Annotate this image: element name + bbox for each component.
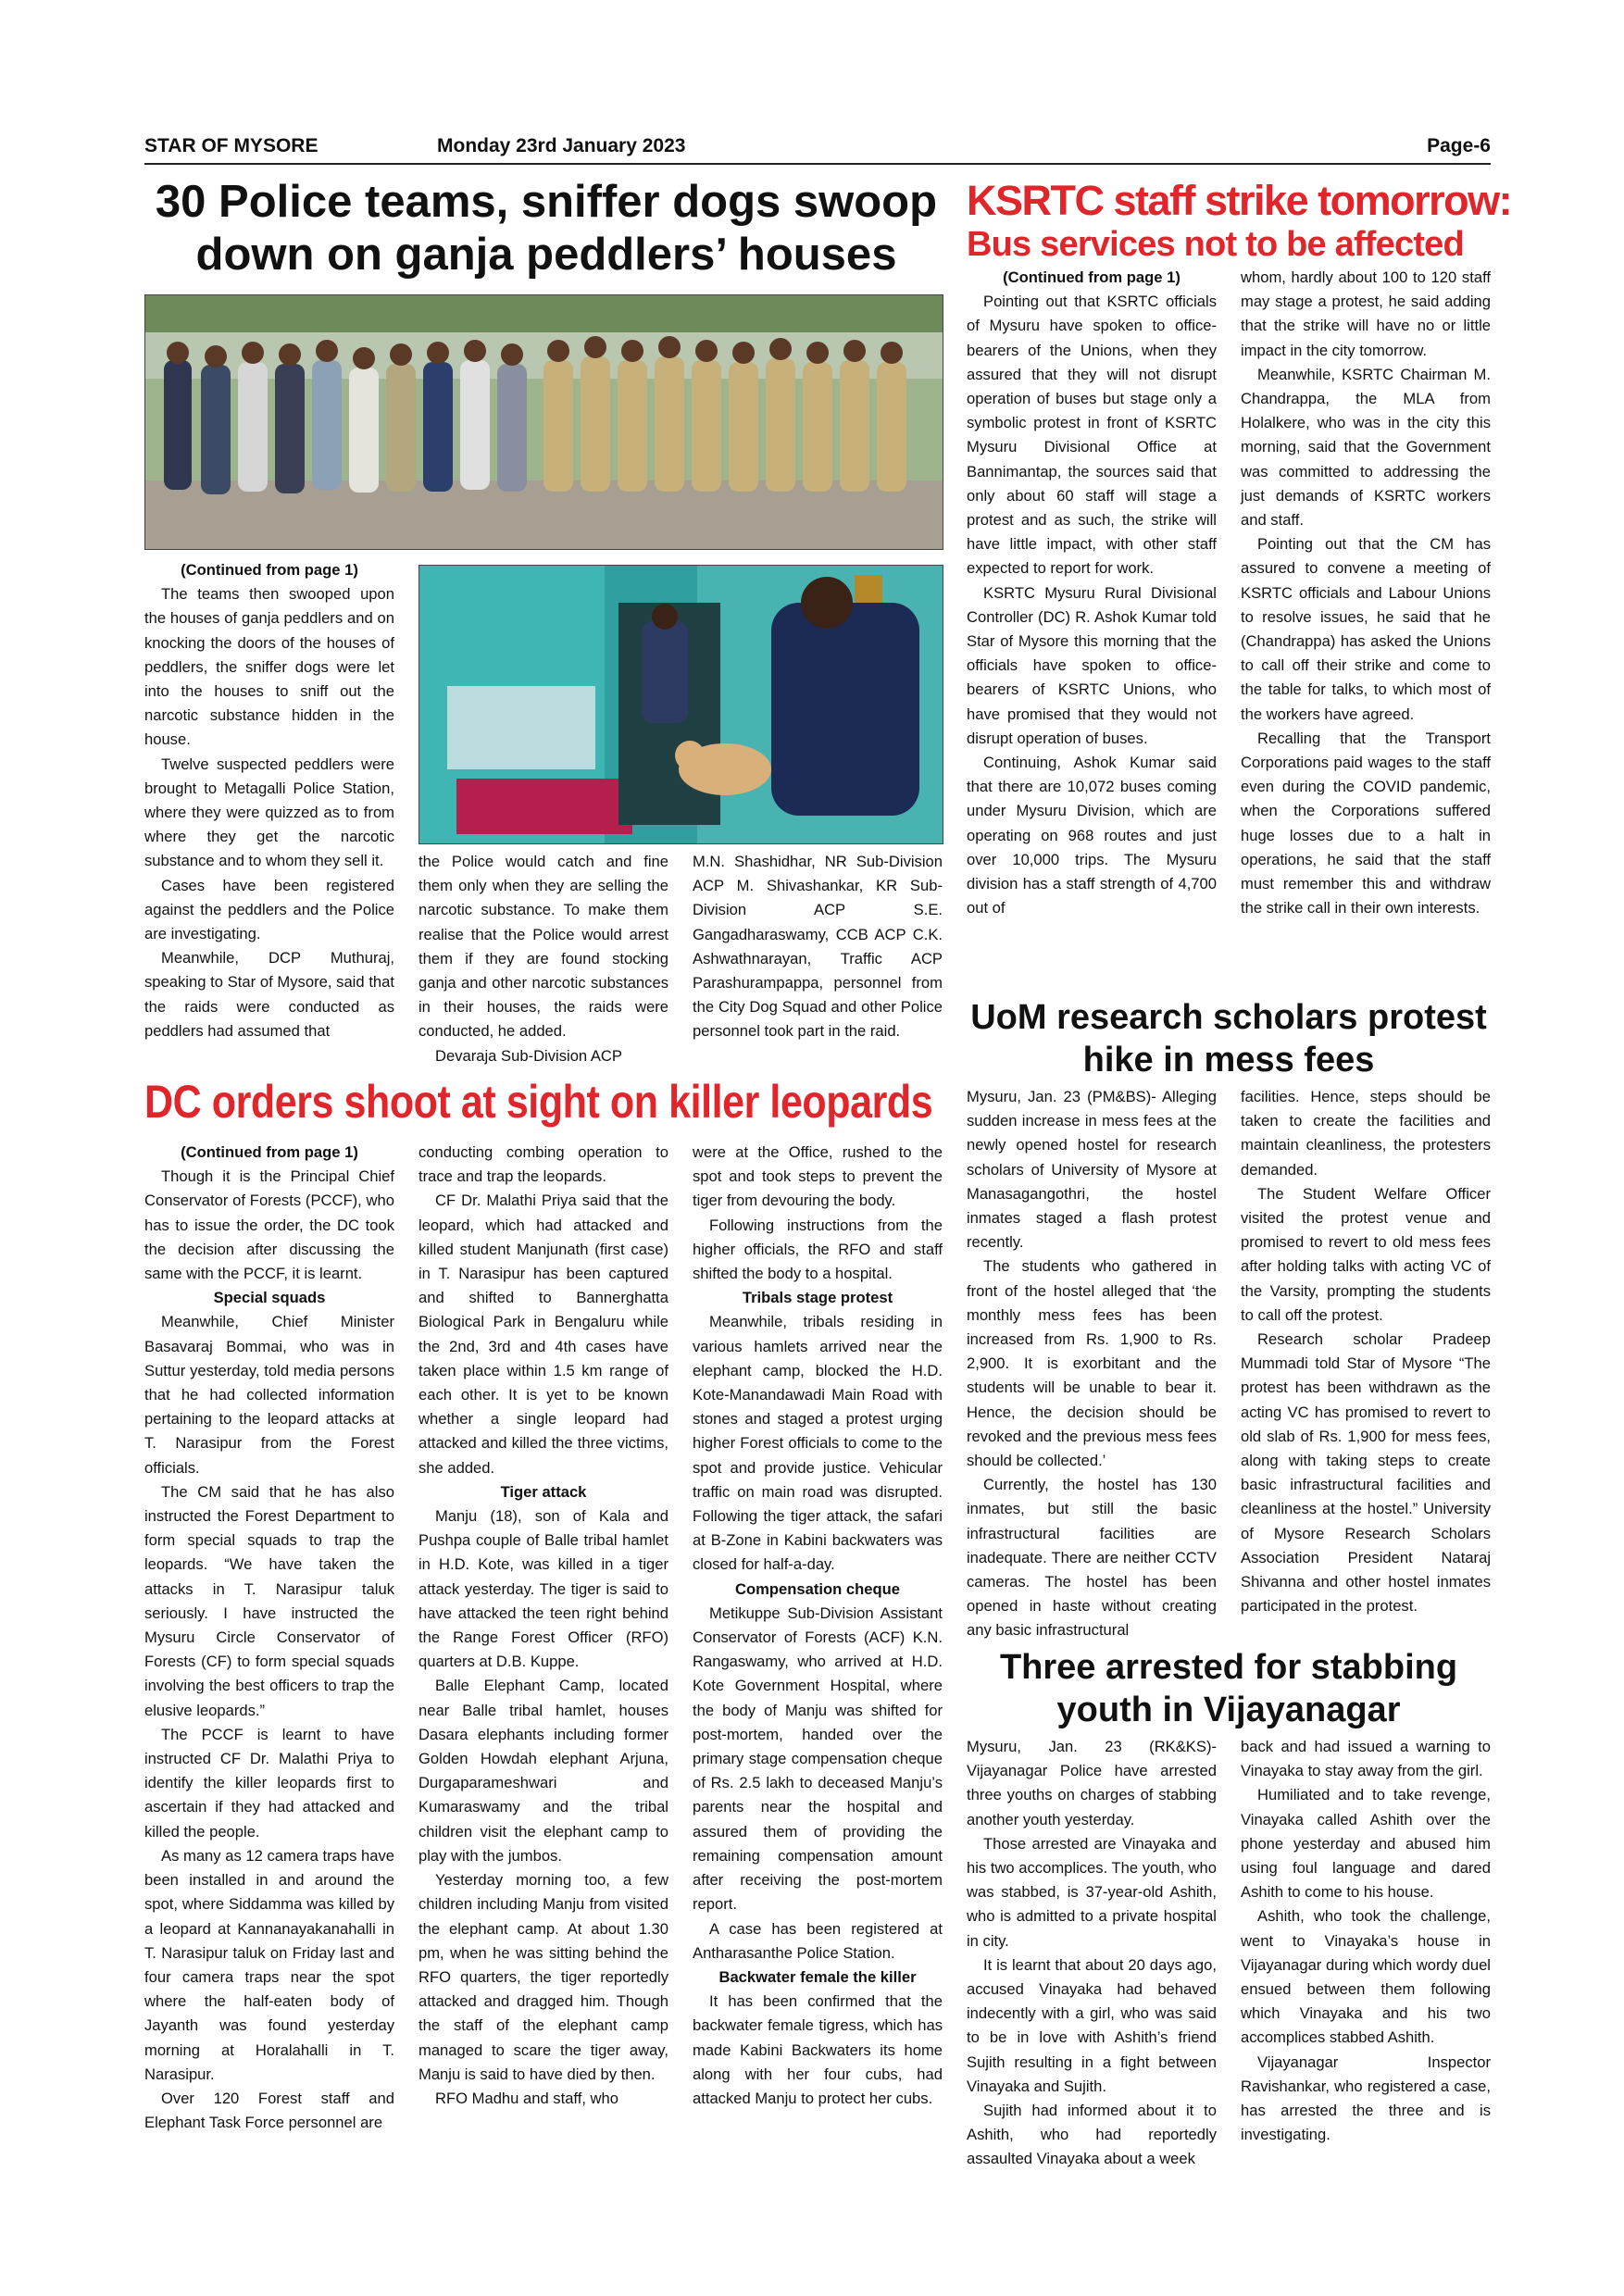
ksrtc-headline-line1: KSRTC staff strike tomorrow: [967, 177, 1512, 224]
paragraph: Mysuru, Jan. 23 (PM&BS)- Alleging sudden increase in mess fees at the newly opened hostel for research scholars of University of Mysore at Manasagangothri, the hostel inmates staged a flash protest recently. [967, 1088, 1217, 1252]
continued-note: (Continued from page 1) [181, 561, 358, 579]
paragraph: Balle Elephant Camp, located near Balle tribal hamlet, houses Dasara elephants including former Golden Howdah elephant Arjuna, Durgaparameshwari and Kumaraswamy and the tribal children visit the elephant camp to play with the jumbos. [418, 1677, 668, 1865]
paragraph: Metikuppe Sub-Division Assistant Conservator of Forests (ACF) K.N. Rangaswamy, who arrived at H.D. Kote Government Hospital, where the body of Manju was shifted for post-mortem, handed over the primary stage compensation cheque of Rs. 2.5 lakh to deceased Manju’s parents near the hospital and assured them of providing the remaining compensation amount after receiving the post-mortem report. [693, 1603, 943, 1914]
subheading: Tiger attack [500, 1482, 587, 1501]
paragraph: The students who gathered in front of the hostel alleged that ‘the monthly mess fees has been increased from Rs. 1,900 to Rs. 2,900. It is exorbitant and the students will be unable to bear it. Hence, the decision should be revoked and the previous mess fees should be collected.’ [967, 1257, 1217, 1470]
paragraph: Meanwhile, Chief Minister Basavaraj Bommai, who was in Suttur yesterday, told media persons that he had collected information pertaining to the leopard attacks at T. Narasipur from the Forest officials. [144, 1313, 394, 1477]
paragraph: CF Dr. Malathi Priya said that the leopard, which had attacked and killed student Manjunath (first case) in T. Narasipur has been captured and shifted to Bannerghatta Biological Park in Bengaluru while the 2nd, 3rd and 4th cases have taken place within 1.5 km range of each other. It is yet to be known whether a single leopard had attacked and killed the three victims, she added. [418, 1192, 668, 1477]
uom-headline-line1: UoM research scholars protest [970, 998, 1487, 1037]
subheading: Compensation cheque [735, 1579, 900, 1598]
paragraph: Meanwhile, tribals residing in various hamlets arrived near the elephant camp, blocked the H.D. Kote-Manandawadi Main Road with stones and staged a protest urging higher Forest officials to come to the spot and provide justice. Vehicular traffic on main road was disrupted. Following the tiger attack, the safari at B-Zone in Kabini backwaters was closed for half-a-day. [693, 1313, 943, 1574]
uom-col-1 [967, 1085, 1217, 1643]
paragraph: Cases have been registered against the peddlers and the Police are investigating. [144, 876, 394, 943]
paragraph: the Police would catch and fine them only when they are selling the narcotic substance. To make them realise that the Police would arrest them if they are found stocking ganja and other narcotic substances in their houses, the raids were conducted, he added. [418, 853, 668, 1041]
stabbing-col-2 [1241, 1735, 1491, 2147]
paragraph: Recalling that the Transport Corporations paid wages to the staff even during the COVID pandemic, when the Corporations suffered huge losses due to a halt in operations, he said that the staff must remember this and withdraw the strike call in their own interests. [1241, 729, 1491, 917]
paragraph: facilities. Hence, steps should be taken to create the facilities and maintain cleanliness, the protesters demanded. [1241, 1088, 1491, 1179]
paragraph: Sujith had informed about it to Ashith, who had reportedly assaulted Vinayaka about a week [967, 2102, 1217, 2168]
paragraph: M.N. Shashidhar, NR Sub-Division ACP M. Shivashankar, KR Sub-Division ACP S.E. Gangadharaswamy, CCB ACP C.K. Ashwathnarayan, Traffic ACP Parashurampappa, personnel from the City Dog Squad and other Police personnel took part in the raid. [693, 853, 943, 1041]
stabbing-col-1 [967, 1735, 1217, 2172]
paragraph: The teams then swooped upon the houses of ganja peddlers and on knocking the doors of the houses of peddlers, the sniffer dogs were let into the houses to sniff out the narcotic substance hidden in the house. [144, 585, 394, 749]
paragraph: Meanwhile, DCP Muthuraj, speaking to Star of Mysore, said that the raids were conducted as peddlers had assumed that [144, 949, 394, 1040]
paragraph: RFO Madhu and staff, who [435, 2089, 618, 2107]
paragraph: The Student Welfare Officer visited the protest venue and promised to revert to old mess fees after holding talks with acting VC of the Varsity, prompting the students to call off the protest. [1241, 1184, 1491, 1324]
page-number: Page-6 [1427, 135, 1491, 156]
paragraph: Yesterday morning too, a few children including Manju from visited the elephant camp. At about 1.30 pm, when he was sitting behind the RFO quarters, the tiger reportedly attacked and dragged him. Though the staff of the elephant camp managed to scare the tiger away, Manju is said to have died by then. [418, 1871, 668, 2083]
stabbing-headline-line1: Three arrested for stabbing [999, 1648, 1458, 1687]
paragraph: Twelve suspected peddlers were brought to Metagalli Police Station, where they were quizzed as to from where they get the narcotic substance and to whom they sell it. [144, 755, 394, 870]
paragraph: were at the Office, rushed to the spot and took steps to prevent the tiger from devouring the body. [693, 1143, 943, 1210]
paragraph: Manju (18), son of Kala and Pushpa couple of Balle tribal hamlet in H.D. Kote, was killed in a tiger attack yesterday. The tiger is said to have attacked the teen right behind the Range Forest Officer (RFO) quarters at D.B. Kuppe. [418, 1507, 668, 1671]
police-headline-line2: down on ganja peddlers’ houses [195, 229, 897, 280]
paragraph: whom, hardly about 100 to 120 staff may stage a protest, he said adding that the strike will have no or little impact in the city tomorrow. [1241, 268, 1491, 359]
continued-note: (Continued from page 1) [1003, 268, 1181, 286]
paragraph: Vijayanagar Inspector Ravishankar, who registered a case, has arrested the three and is investigating. [1241, 2053, 1491, 2144]
paragraph: Following instructions from the higher officials, the RFO and staff shifted the body to a hospital. [693, 1216, 943, 1283]
subheading: Tribals stage protest [742, 1289, 893, 1307]
paragraph: Pointing out that KSRTC officials of Mysuru have spoken to office-bearers of the Unions, when they assured that they will not disrupt operation of buses but stage only a symbolic protest in front of KSRTC Mysuru Divisional Office at Bannimantap, the sources said that only about 60 staff will stage a protest and as such, the strike will have little impact, with other staff expected to report for work. [967, 293, 1217, 578]
dc-col-3 [693, 1141, 943, 2111]
police-col-3 [693, 850, 943, 1044]
paragraph: Meanwhile, KSRTC Chairman M. Chandrappa, the MLA from Holalkere, who was in the city this morning, said that the Government was committed to addressing the just demands of KSRTC workers and staff. [1241, 365, 1491, 530]
paragraph: As many as 12 camera traps have been installed in and around the spot, where Siddamma was killed by a leopard at Kannanayakanahalli in T. Narasipur taluk on Friday last and four camera traps near the spot where the half-eaten body of Jayanth was found yesterday morning at Horalahalli in T. Narasipur. [144, 1846, 394, 2083]
dc-headline: DC orders shoot at sight on killer leopards [144, 1076, 933, 1128]
police-col-1 [144, 558, 394, 1043]
paragraph: Humiliated and to take revenge, Vinayaka called Ashith over the phone yesterday and abused him using foul language and dared Ashith to come to his house. [1241, 1786, 1491, 1902]
uom-headline [963, 996, 1494, 1081]
subheading: Special squads [213, 1289, 326, 1307]
paragraph: Continuing, Ashok Kumar said that there are 10,072 buses coming under Mysuru Division, which are operating on 968 routes and just over 10,000 trips. The Mysuru division has a staff strength of 4,700 out of [967, 754, 1217, 917]
dc-col-1 [144, 1141, 394, 2135]
ksrtc-headline-line2: Bus services not to be affected [967, 225, 1464, 264]
subheading: Backwater female the killer [718, 1967, 917, 1986]
continued-note: (Continued from page 1) [181, 1143, 358, 1161]
paragraph: Over 120 Forest staff and Elephant Task Force personnel are [144, 2089, 394, 2132]
uom-headline-line2: hike in mess fees [1082, 1041, 1375, 1079]
ksrtc-col-1 [967, 266, 1217, 920]
paragraph: Though it is the Principal Chief Conservator of Forests (PCCF), who has to issue the order, the DC took the decision after discussing the same with the PCCF, it is learnt. [144, 1167, 394, 1283]
police-headline-line1: 30 Police teams, sniffer dogs swoop [155, 177, 938, 227]
paper-name: STAR OF MYSORE [144, 135, 319, 156]
paragraph: Those arrested are Vinayaka and his two accomplices. The youth, who was stabbed, is 37-year-old Ashith, who is admitted to a private hospital in city. [967, 1834, 1217, 1950]
paragraph: Devaraja Sub-Division ACP [435, 1046, 622, 1065]
paragraph: Mysuru, Jan. 23 (RK&KS)- Vijayanagar Police have arrested three youths on charges of stabbing another youth yesterday. [967, 1738, 1217, 1828]
ksrtc-col-2 [1241, 266, 1491, 920]
police-col-2 [418, 850, 668, 1068]
paragraph: The PCCF is learnt to have instructed CF Dr. Malathi Priya to identify the killer leopards first to ascertain if they had attacked and killed the people. [144, 1725, 394, 1841]
paragraph: It is learnt that about 20 days ago, accused Vinayaka had behaved indecently with a girl, who was said to be in love with Ashith’s friend Sujith resulting in a fight between Vinayaka and Sujith. [967, 1955, 1217, 2095]
paragraph: conducting combing operation to trace and trap the leopards. [418, 1143, 668, 1186]
paragraph: It has been confirmed that the backwater female tigress, which has made Kabini Backwaters its home along with her four cubs, had attacked Manju to protect her cubs. [693, 1992, 943, 2107]
stabbing-headline-line2: youth in Vijayanagar [1056, 1691, 1401, 1729]
stabbing-headline [963, 1646, 1494, 1731]
masthead [144, 135, 1491, 161]
paragraph: Ashith, who took the challenge, went to Vinayaka’s house in Vijayanagar during which wordy duel ensued between them following which Vinayaka and his two accomplices stabbed Ashith. [1241, 1907, 1491, 2047]
paragraph: Pointing out that the CM has assured to convene a meeting of KSRTC officials and Labour Unions to resolve issues, he said that he (Chandrappa) has asked the Unions to call off their strike and come to the table for talks, to which most of the workers have agreed. [1241, 535, 1491, 723]
paragraph: A case has been registered at Antharasanthe Police Station. [693, 1919, 943, 1962]
issue-date: Monday 23rd January 2023 [437, 135, 686, 156]
paragraph: The CM said that he has also instructed the Forest Department to form special squads to trap the leopards. “We have taken the attacks in T. Narasipur taluk seriously. I have instructed the Mysuru Circle Conservator of Forests (CF) to form special squads involving the best officers to trap the elusive leopards.” [144, 1482, 394, 1719]
paragraph: back and had issued a warning to Vinayaka to stay away from the girl. [1241, 1738, 1491, 1780]
police-headline [139, 176, 954, 281]
ksrtc-headline [967, 177, 1512, 265]
uom-col-2 [1241, 1085, 1491, 1618]
sniffer-dog-photo [418, 565, 943, 844]
paragraph: KSRTC Mysuru Rural Divisional Controller (DC) R. Ashok Kumar told Star of Mysore this morning that the officials have spoken to office-bearers of KSRTC Unions, who have promised that they would not disrupt operation of buses. [967, 583, 1217, 747]
masthead-rule [144, 163, 1491, 165]
dc-col-2 [418, 1141, 668, 2111]
paragraph: Currently, the hostel has 130 inmates, but still the basic infrastructural facilities are inadequate. There are neither CCTV cameras. The hostel has been opened in haste without creating any basic infrastructural [967, 1476, 1217, 1640]
police-teams-photo [144, 294, 943, 550]
paragraph: Research scholar Pradeep Mummadi told Star of Mysore “The protest has been withdrawn as the acting VC has promised to revert to old slab of Rs. 1,900 for mess fees, along with taking steps to create basic infrastructural facilities and cleanliness at the hostel.” University of Mysore Research Scholars Association President Nataraj Shivanna and other hostel inmates participated in the protest. [1241, 1330, 1491, 1616]
